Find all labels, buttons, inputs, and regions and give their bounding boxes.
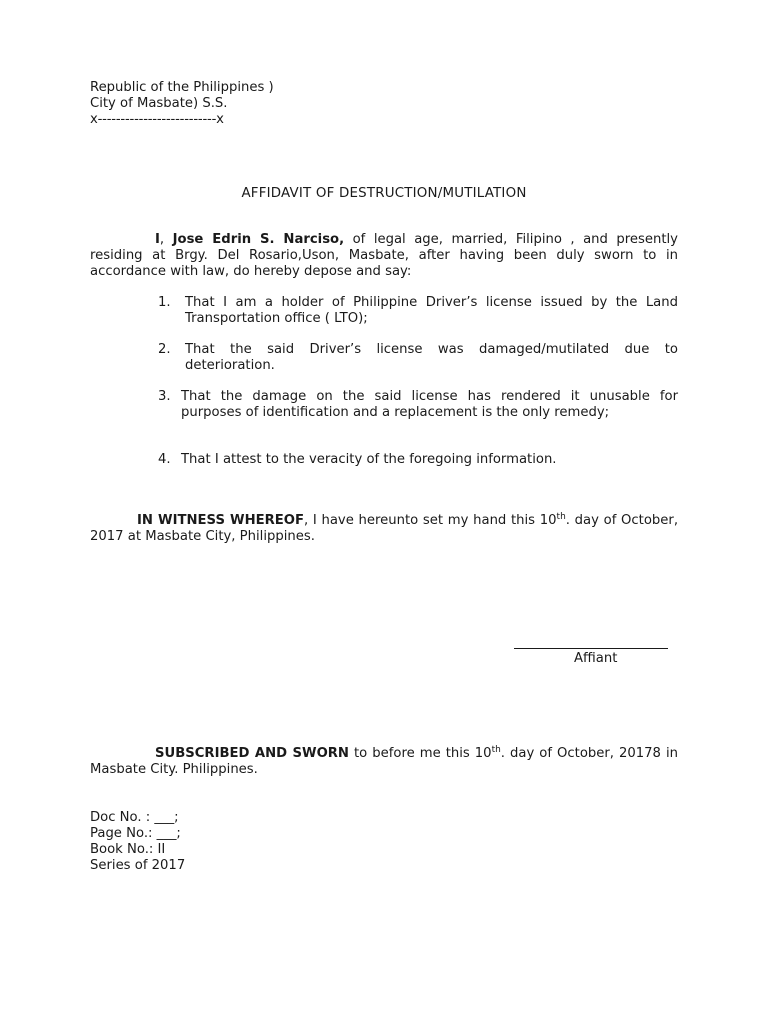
item-number: 3.: [158, 389, 171, 404]
item-text: That the damage on the said license has rendered it unusable for purposes of identification and a replacement is the only remedy;: [181, 389, 678, 420]
item-number: 1.: [158, 295, 171, 310]
subscribed-text-a: to before me this 10: [348, 746, 492, 761]
notary-book-no: Book No.: II: [90, 842, 166, 857]
witness-lead: IN WITNESS WHEREOF: [137, 513, 305, 528]
subscribed-sup: th: [491, 745, 501, 755]
intro-pronoun: I: [155, 232, 160, 247]
witness-text-b: . day of October, 2017 at Masbate City, Philippines.: [90, 513, 679, 544]
list-item: [158, 342, 678, 374]
header-separator: x--------------------------x: [90, 112, 224, 127]
witness-text-a: , I have hereunto set my hand this 10: [304, 513, 557, 528]
item-number: 4.: [158, 452, 171, 467]
list-item: [158, 389, 678, 421]
subscribed-lead: SUBSCRIBED AND SWORN: [155, 746, 349, 761]
notary-doc-no: Doc No. : ___;: [90, 810, 179, 825]
notary-series: Series of 2017: [90, 858, 186, 873]
affiant-name: Jose Edrin S. Narciso,: [172, 232, 345, 247]
item-number: 2.: [158, 342, 171, 357]
subscribed-paragraph: [90, 746, 678, 778]
notary-page-no: Page No.: ___;: [90, 826, 181, 841]
item-text: That I am a holder of Philippine Driver’s license issued by the Land Transportation office ( LTO);: [185, 295, 678, 326]
intro-text: of legal age, married, Filipino , and presently residing at Brgy. Del Rosario,Uson, Masbate, after having been duly sworn to in accordance with law, do hereby depose and say:: [90, 232, 678, 279]
witness-sup: th: [556, 512, 566, 522]
item-text: That the said Driver’s license was damaged/mutilated due to deterioration.: [185, 342, 678, 373]
witness-paragraph: [90, 513, 678, 545]
list-item: [158, 295, 678, 327]
intro-paragraph: I, Jose Edrin S. Narciso, of legal age, married, Filipino , and presently residing at Brgy. Del Rosario,Uson, Masbate, after having been duly sworn to in accordance with law, do hereby depose and say:: [90, 232, 678, 279]
affiant-label: Affiant: [574, 651, 618, 666]
item-text: That I attest to the veracity of the foregoing information.: [181, 452, 557, 467]
signature-line: [514, 648, 668, 649]
list-item: [158, 452, 678, 468]
subscribed-text-b: . day of October, 20178 in Masbate City. Philippines.: [90, 746, 678, 777]
header-republic: Republic of the Philippines ): [90, 80, 274, 95]
document-title: AFFIDAVIT OF DESTRUCTION/MUTILATION: [241, 186, 527, 201]
header-city: City of Masbate) S.S.: [90, 96, 228, 111]
